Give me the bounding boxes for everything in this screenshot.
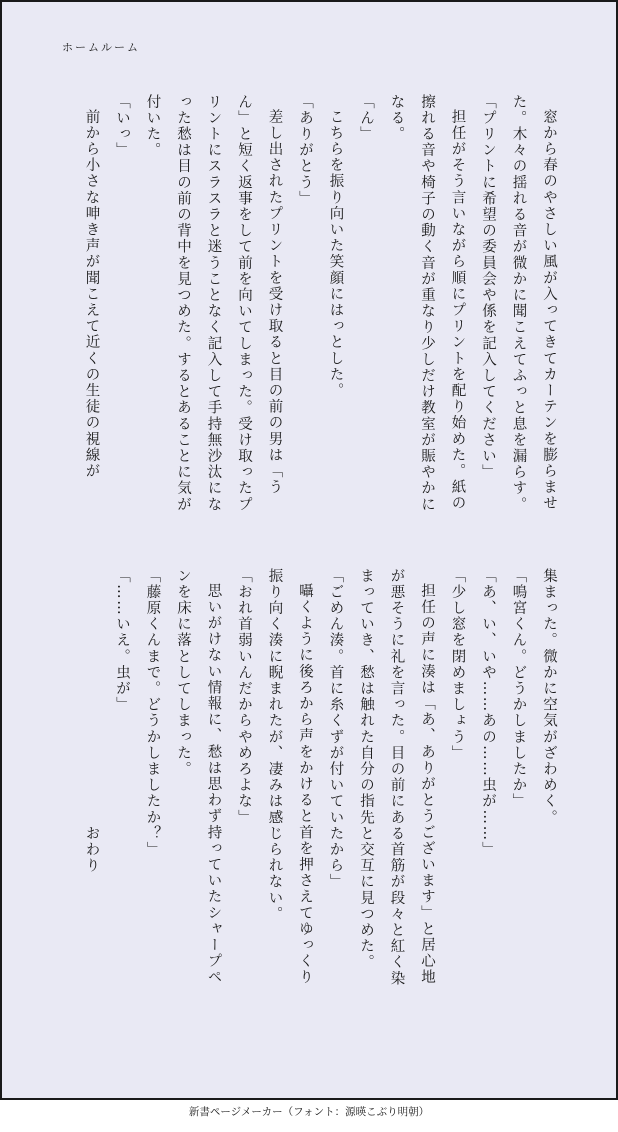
paragraph: 「ありがとう」 (297, 94, 313, 207)
paragraph: 集まった。微かに空気がざわめく。 (541, 568, 557, 826)
paragraph: 「ごめん湊。首に糸くずが付いていたから」 (327, 568, 344, 890)
paragraph: 「あ、い、いや……あの……虫が……」 (480, 568, 496, 858)
paragraph: 担任の声に湊は「あ、ありがとうございます」と居心地が悪そうに礼を言った。目の前にある首筋が段々と紅く染まっていき、愁は触れた自分の指先と交互に見つめた。 (358, 568, 435, 987)
paragraph: 「鳴宮くん。どうかしましたか」 (510, 568, 527, 810)
paragraph: 窓から春のやさしい風が入ってきてカーテンを膨らませた。木々の揺れる音が微かに聞こえてふっと息を漏らす。 (510, 94, 557, 513)
text-block-bottom (59, 568, 564, 988)
paragraph: 囁くように後ろから声をかけると首を押さえてゆっくり振り向く湊に睨まれたが、凄みは感じられない。 (266, 568, 313, 985)
paragraph: 差し出されたプリントを受け取ると目の前の男は「うん」と短く返事をして前を向いてしまった。受け取ったプリントにスラスラと迷うことなく記入して手持無沙汰になった愁は目の前の背中を見つめた。するとあることに気が付いた。 (144, 94, 283, 513)
paragraph: こちらを振り向いた笑顔にはっとした。 (327, 108, 344, 399)
paragraph: 思いがけない情報に、愁は思わず持っていたシャープペンを床に落としてしまった。 (175, 568, 222, 985)
paragraph: 「いっ」 (114, 94, 130, 159)
paragraph: 「おれ首弱いんだからやめろよな」 (236, 568, 252, 826)
paragraph: 前から小さな呻き声が聞こえて近くの生徒の視線が (83, 108, 100, 479)
footer-caption: 新書ページメーカー（フォント：源暎こぶり明朝） (188, 1106, 430, 1118)
paragraph: 「藤原くんまで。どうかしましたか？」 (144, 568, 161, 858)
text-block-top (59, 94, 564, 514)
paragraph: 「……いえ。虫が」 (114, 568, 130, 713)
paragraph: 担任がそう言いながら順にプリントを配り始めた。紙の擦れる音や椅子の動く音が重なり少しだけ教室が賑やかになる。 (388, 94, 466, 513)
paragraph: 「プリントに希望の委員会や係を記入してください」 (480, 94, 496, 481)
end-mark: おわり (83, 568, 100, 874)
paragraph: 「少し窓を閉めましょう」 (449, 568, 466, 762)
chapter-title: ホームルーム (62, 41, 140, 54)
paragraph: 「ん」 (358, 94, 374, 143)
